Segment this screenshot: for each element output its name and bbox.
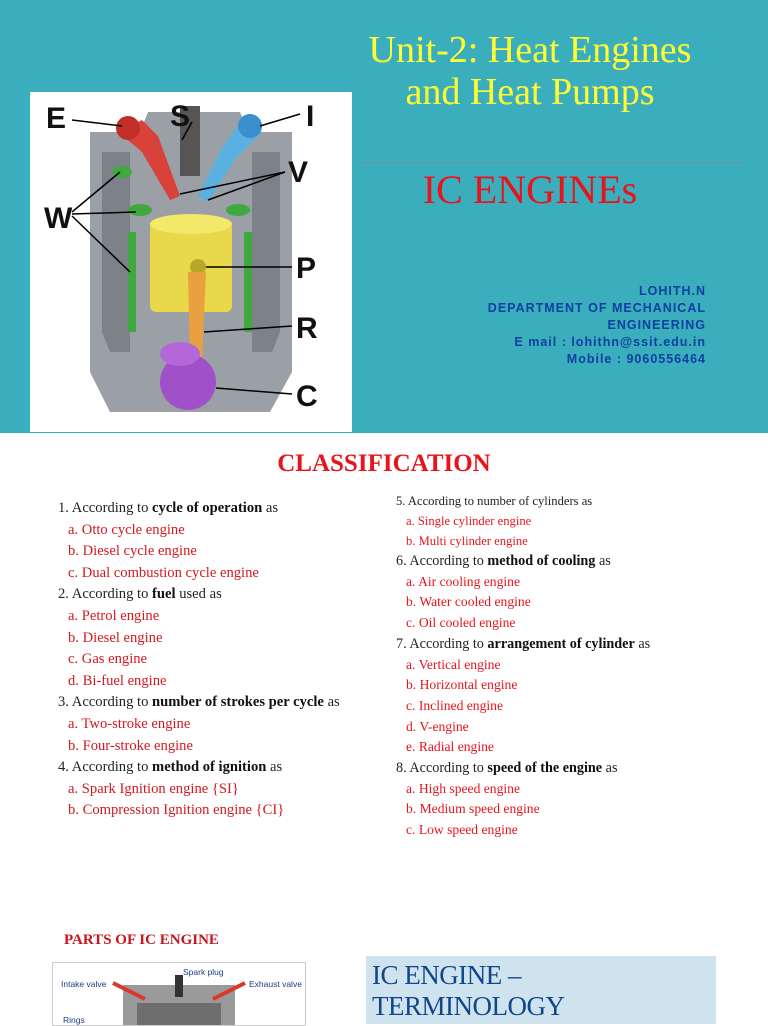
label-c: C [296,380,318,413]
list-item: a. Otto cycle engine [68,521,185,538]
list-item: a. Air cooling engine [406,573,521,589]
list-item: c. Inclined engine [406,697,504,713]
terminology-title: IC ENGINE – TERMINOLOGY [372,960,565,1021]
group-cylinders: 5. According to number of cylinders as [396,494,593,508]
list-item: b. Diesel cycle engine [68,543,197,560]
list-item: b. Multi cylinder engine [406,534,528,548]
group-strokes: 3. According to number of strokes per cycle as [58,694,340,711]
list-item: c. Gas engine [68,651,148,668]
author-block [488,283,706,368]
list-item: e. Radial engine [406,739,494,755]
slide-title: Unit-2: Heat Engines and Heat Pumps [368,29,692,113]
classification-heading: CLASSIFICATION [277,450,491,477]
group-fuel: 2. According to fuel used as [58,586,222,603]
label-spark-plug: Spark plug [183,967,224,977]
group-arrangement: 7. According to arrangement of cylinder as [396,635,651,652]
title-slide [0,0,768,433]
parts-heading: PARTS OF IC ENGINE [64,932,219,948]
list-item: b. Horizontal engine [406,677,518,693]
label-w: W [44,202,73,235]
label-r: R [296,312,318,345]
label-v: V [288,156,309,189]
author-dept-line2: ENGINEERING [607,318,706,332]
list-item: a. Single cylinder engine [406,514,532,528]
list-item: a. Petrol engine [68,607,160,624]
group-cooling: 6. According to method of cooling as [396,553,611,569]
label-e: E [46,102,67,135]
list-item: c. Dual combustion cycle engine [68,564,259,581]
list-item: b. Diesel engine [68,629,163,646]
engine-cutaway-image [30,92,352,432]
label-intake-valve: Intake valve [61,979,107,989]
list-item: d. Bi-fuel engine [68,672,167,689]
label-i: I [306,100,315,133]
label-rings: Rings [63,1015,85,1025]
list-item: a. Two-stroke engine [68,715,191,732]
author-email: E mail : lohithn@ssit.edu.in [514,335,706,349]
title-divider [358,162,742,163]
list-item: b. Compression Ignition engine {CI} [68,802,285,819]
list-item: a. High speed engine [406,780,521,796]
author-dept-line1: DEPARTMENT OF MECHANICAL [487,301,706,315]
list-item: a. Vertical engine [406,656,501,672]
classification-column-left [58,498,358,822]
list-item: d. V-engine [406,718,469,734]
slide-subtitle: IC ENGINEs [422,167,638,212]
group-speed: 8. According to speed of the engine as [396,760,618,777]
list-item: c. Low speed engine [406,822,518,838]
list-item: b. Water cooled engine [406,594,531,610]
list-item: b. Four-stroke engine [68,737,193,754]
label-p: P [296,252,317,285]
list-item: a. Spark Ignition engine {SI} [68,780,239,797]
parts-diagram-image [52,962,306,1026]
author-mobile: Mobile : 9060556464 [566,352,706,366]
list-item: b. Medium speed engine [406,801,540,817]
label-s: S [170,100,191,133]
label-exhaust-valve: Exhaust valve [249,979,302,989]
classification-column-right [396,491,726,841]
group-cycle: 1. According to cycle of operation as [58,500,279,516]
author-name: LOHITH.N [638,284,706,298]
group-ignition: 4. According to method of ignition as [58,759,283,776]
list-item: c. Oil cooled engine [406,615,516,631]
terminology-slide-image [366,956,716,1024]
